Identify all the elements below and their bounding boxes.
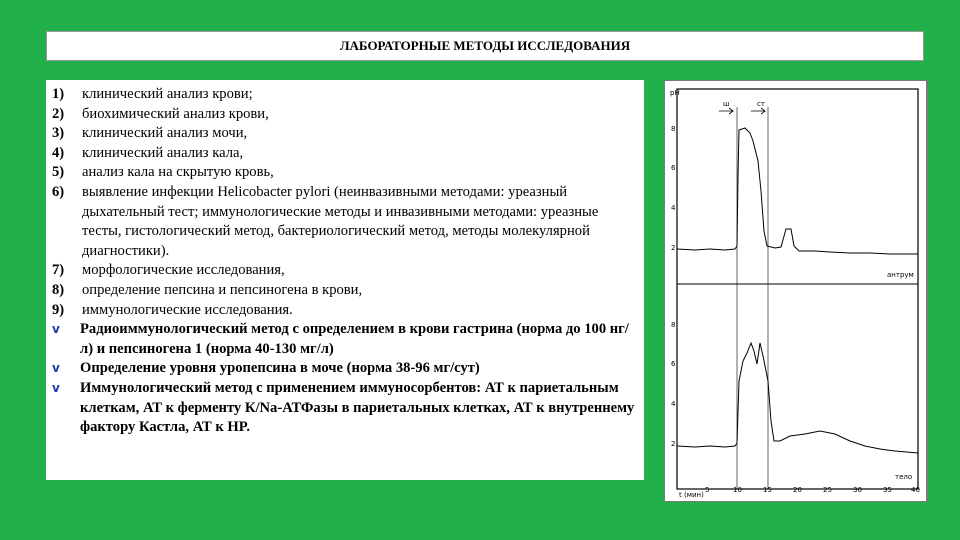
list-item-text: клинический анализ мочи,	[82, 125, 248, 142]
list-marker: 2)	[52, 105, 65, 122]
list-item-text: Радиоиммунологический метод с определением в крови гастрина (норма до 100 нг/л) и пепсиногена 1 (норма 40-130 мг/л)	[80, 321, 629, 357]
list-marker: 4)	[52, 144, 65, 161]
list-item-bullet	[52, 320, 638, 359]
list-item-bullet	[52, 359, 638, 379]
list-item-text: клинический анализ кала,	[82, 144, 244, 161]
diamond-bullet-icon: v	[52, 322, 60, 337]
list-item	[52, 281, 638, 301]
marker-label-right: ст	[757, 100, 765, 108]
diamond-bullet-icon: v	[52, 380, 60, 395]
x-tick-label: 40	[911, 486, 920, 494]
list-item	[52, 105, 638, 125]
slide-title	[46, 31, 924, 61]
x-tick-label: 20	[793, 486, 802, 494]
list-item	[52, 301, 638, 321]
y-tick-label: 2	[671, 440, 676, 448]
list-item-text: выявление инфекции Helicobacter pylori (неинвазивными методами: уреазный дыхательный тест; иммунологические методы и инвазивными методами: уреазные тесты, гистологический метод, бактериологический метод, методы молекулярной диагностики).	[82, 183, 599, 259]
list-item-text: морфологические исследования,	[82, 262, 285, 279]
diamond-bullet-icon: v	[52, 361, 60, 376]
x-tick-label: 5	[705, 486, 710, 494]
list-marker: 8)	[52, 281, 65, 298]
x-tick-label: 15	[763, 486, 772, 494]
list-item-text: биохимический анализ крови,	[82, 105, 269, 122]
y-axis-label: pH	[670, 89, 680, 97]
methods-list	[46, 80, 644, 480]
marker-label-left: ш	[723, 100, 730, 108]
arrow-right-icon	[751, 108, 765, 114]
list-item	[52, 85, 638, 105]
x-axis-label: t (мин)	[679, 491, 704, 499]
list-item	[52, 183, 638, 261]
list-item-bullet	[52, 379, 638, 438]
y-tick-label: 6	[671, 164, 676, 172]
arrow-right-icon	[719, 108, 733, 114]
list-item-text: Иммунологический метод с применением иммуносорбентов: АТ к париетальным клеткам, АТ к ферменту К/Na-АТФазы в париетальных клетках, АТ к внутреннему фактору Кастла, АТ к HP.	[80, 379, 635, 436]
list-item-text: клинический анализ крови;	[82, 86, 253, 102]
y-tick-label: 8	[671, 321, 676, 329]
list-item	[52, 163, 638, 183]
list-marker: 5)	[52, 164, 65, 181]
list-marker: 7)	[52, 262, 65, 279]
list-item-text: иммунологические исследования.	[82, 301, 293, 318]
upper-curve-label: антрум	[887, 271, 914, 279]
y-tick-label: 6	[671, 360, 676, 368]
body-ph-curve	[677, 343, 918, 453]
slide-title-text: ЛАБОРАТОРНЫЕ МЕТОДЫ ИССЛЕДОВАНИЯ	[339, 38, 631, 53]
ph-chart	[665, 81, 926, 501]
y-tick-label: 8	[671, 125, 676, 133]
list-item-text: Определение уровня уропепсина в моче (норма 38-96 мг/сут)	[80, 360, 480, 377]
list-item-text: анализ кала на скрытую кровь,	[82, 164, 274, 181]
list-item-text: определение пепсина и пепсиногена в крови,	[82, 281, 363, 298]
antrum-ph-curve	[677, 128, 918, 254]
lower-curve-label: тело	[895, 473, 913, 481]
list-marker: 9)	[52, 301, 65, 318]
y-tick-label: 4	[671, 204, 676, 212]
list-marker: 6)	[52, 183, 65, 200]
y-tick-label: 2	[671, 244, 676, 252]
list-marker: 1)	[52, 86, 65, 102]
y-tick-label: 4	[671, 400, 676, 408]
x-tick-label: 25	[823, 486, 832, 494]
list-marker: 3)	[52, 125, 65, 142]
list-item	[52, 124, 638, 144]
list-item	[52, 261, 638, 281]
ph-chart-panel	[664, 80, 927, 502]
x-tick-label: 35	[883, 486, 892, 494]
chart-frame	[677, 89, 918, 489]
x-tick-label: 30	[853, 486, 862, 494]
list-item	[52, 144, 638, 164]
x-tick-label: 10	[733, 486, 742, 494]
